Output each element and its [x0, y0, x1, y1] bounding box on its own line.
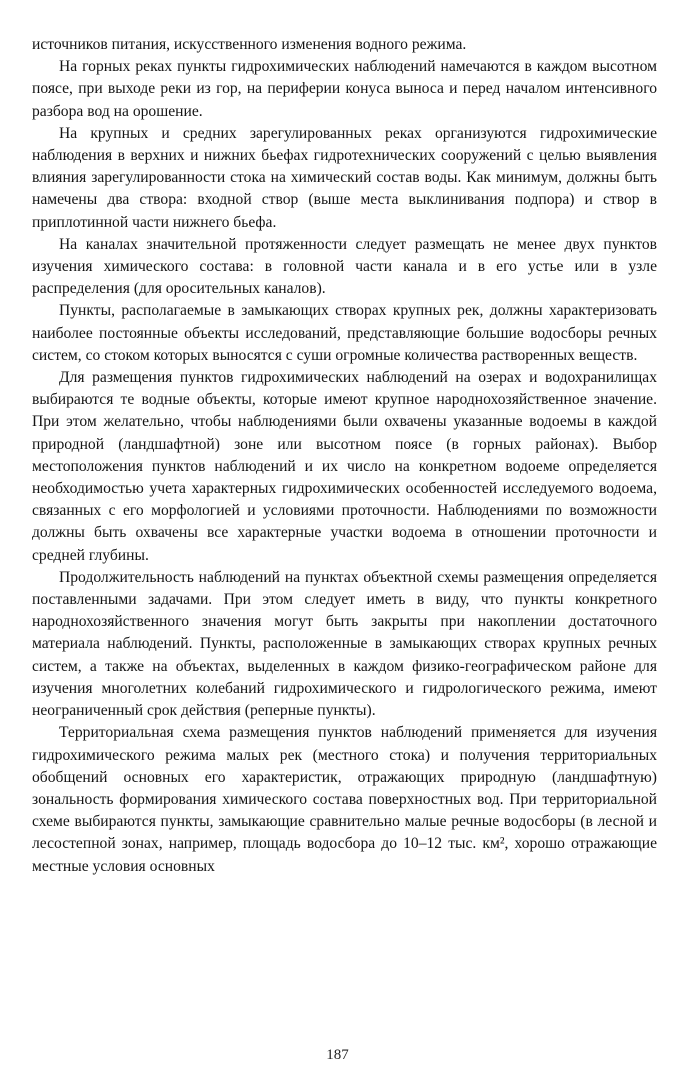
paragraph-8: Территориальная схема размещения пунктов наблюдений применяется для изучения гидрохимического режима малых рек (местного стока) и получения территориальных обобщений основных его характеристик, отражающих природную (ландшафтную) зональность формирования химического состава поверхностных вод. При территориальной схеме выбираются пункты, замыкающие сравнительно малые речные водосборы (в лесной и лесостепной зонах, например, площадь водосбора до 10–12 тыс. км², хорошо отражающие местные условия основных — [32, 724, 657, 875]
paragraph-2: На горных реках пункты гидрохимических наблюдений намечаются в каждом высотном поясе, при выходе реки из гор, на периферии конуса выноса и перед началом интенсивного разбора вод на орошение. — [32, 58, 657, 120]
paragraph-6: Для размещения пунктов гидрохимических наблюдений на озерах и водохранилищах выбираются те водные объекты, которые имеют крупное народнохозяйственное значение. При этом желательно, чтобы наблюдениями были охвачены указанные водоемы в каждой природной (ландшафтной) зоне или высотном поясе (в горных районах). Выбор местоположения пунктов наблюдений и их число на конкретном водоеме определяется необходимостью учета характерных гидрохимических особенностей исследуемого водоема, связанных с его морфологией и условиями проточности. Наблюдениями по возможности должны быть охвачены все характерные участки водоема в отношении проточности и средней глубины. — [32, 369, 657, 564]
body-text — [32, 34, 657, 878]
paragraph-4: На каналах значительной протяженности следует размещать не менее двух пунктов изучения химического состава: в головной части канала и в его устье или в узле распределения (для оросительных каналов). — [32, 235, 657, 298]
paragraph-3: На крупных и средних зарегулированных реках организуются гидрохимические наблюдения в верхних и нижних бьефах гидротехнических сооружений с целью выявления влияния зарегулированности стока на химический состав воды. Как минимум, должны быть намечены два створа: входной створ (выше места выклинивания подпора) и створ в приплотинной части нижнего бьефа. — [32, 124, 657, 231]
page-number: 187 — [326, 1047, 349, 1063]
paragraph-1: источников питания, искусственного изменения водного режима. — [32, 36, 467, 53]
paragraph-7: Продолжительность наблюдений на пунктах объектной схемы размещения определяется поставленными задачами. При этом следует иметь в виду, что пункты конкретного народнохозяйственного значения могут быть закрыты при накоплении достаточного материала наблюдений. Пункты, расположенные в замыкающих створах крупных речных систем, а также на объектах, выделенных в каждом физико-географическом районе для изучения многолетних колебаний гидрохимического и гидрологического режима, имеют неограниченный срок действия (реперные пункты). — [32, 568, 657, 720]
paragraph-5: Пункты, располагаемые в замыкающих створах крупных рек, должны характеризовать наиболее постоянные объекты исследований, представляющие большие водосборы речных систем, со стоком которых выносятся с суши огромные количества растворенных веществ. — [32, 302, 657, 364]
